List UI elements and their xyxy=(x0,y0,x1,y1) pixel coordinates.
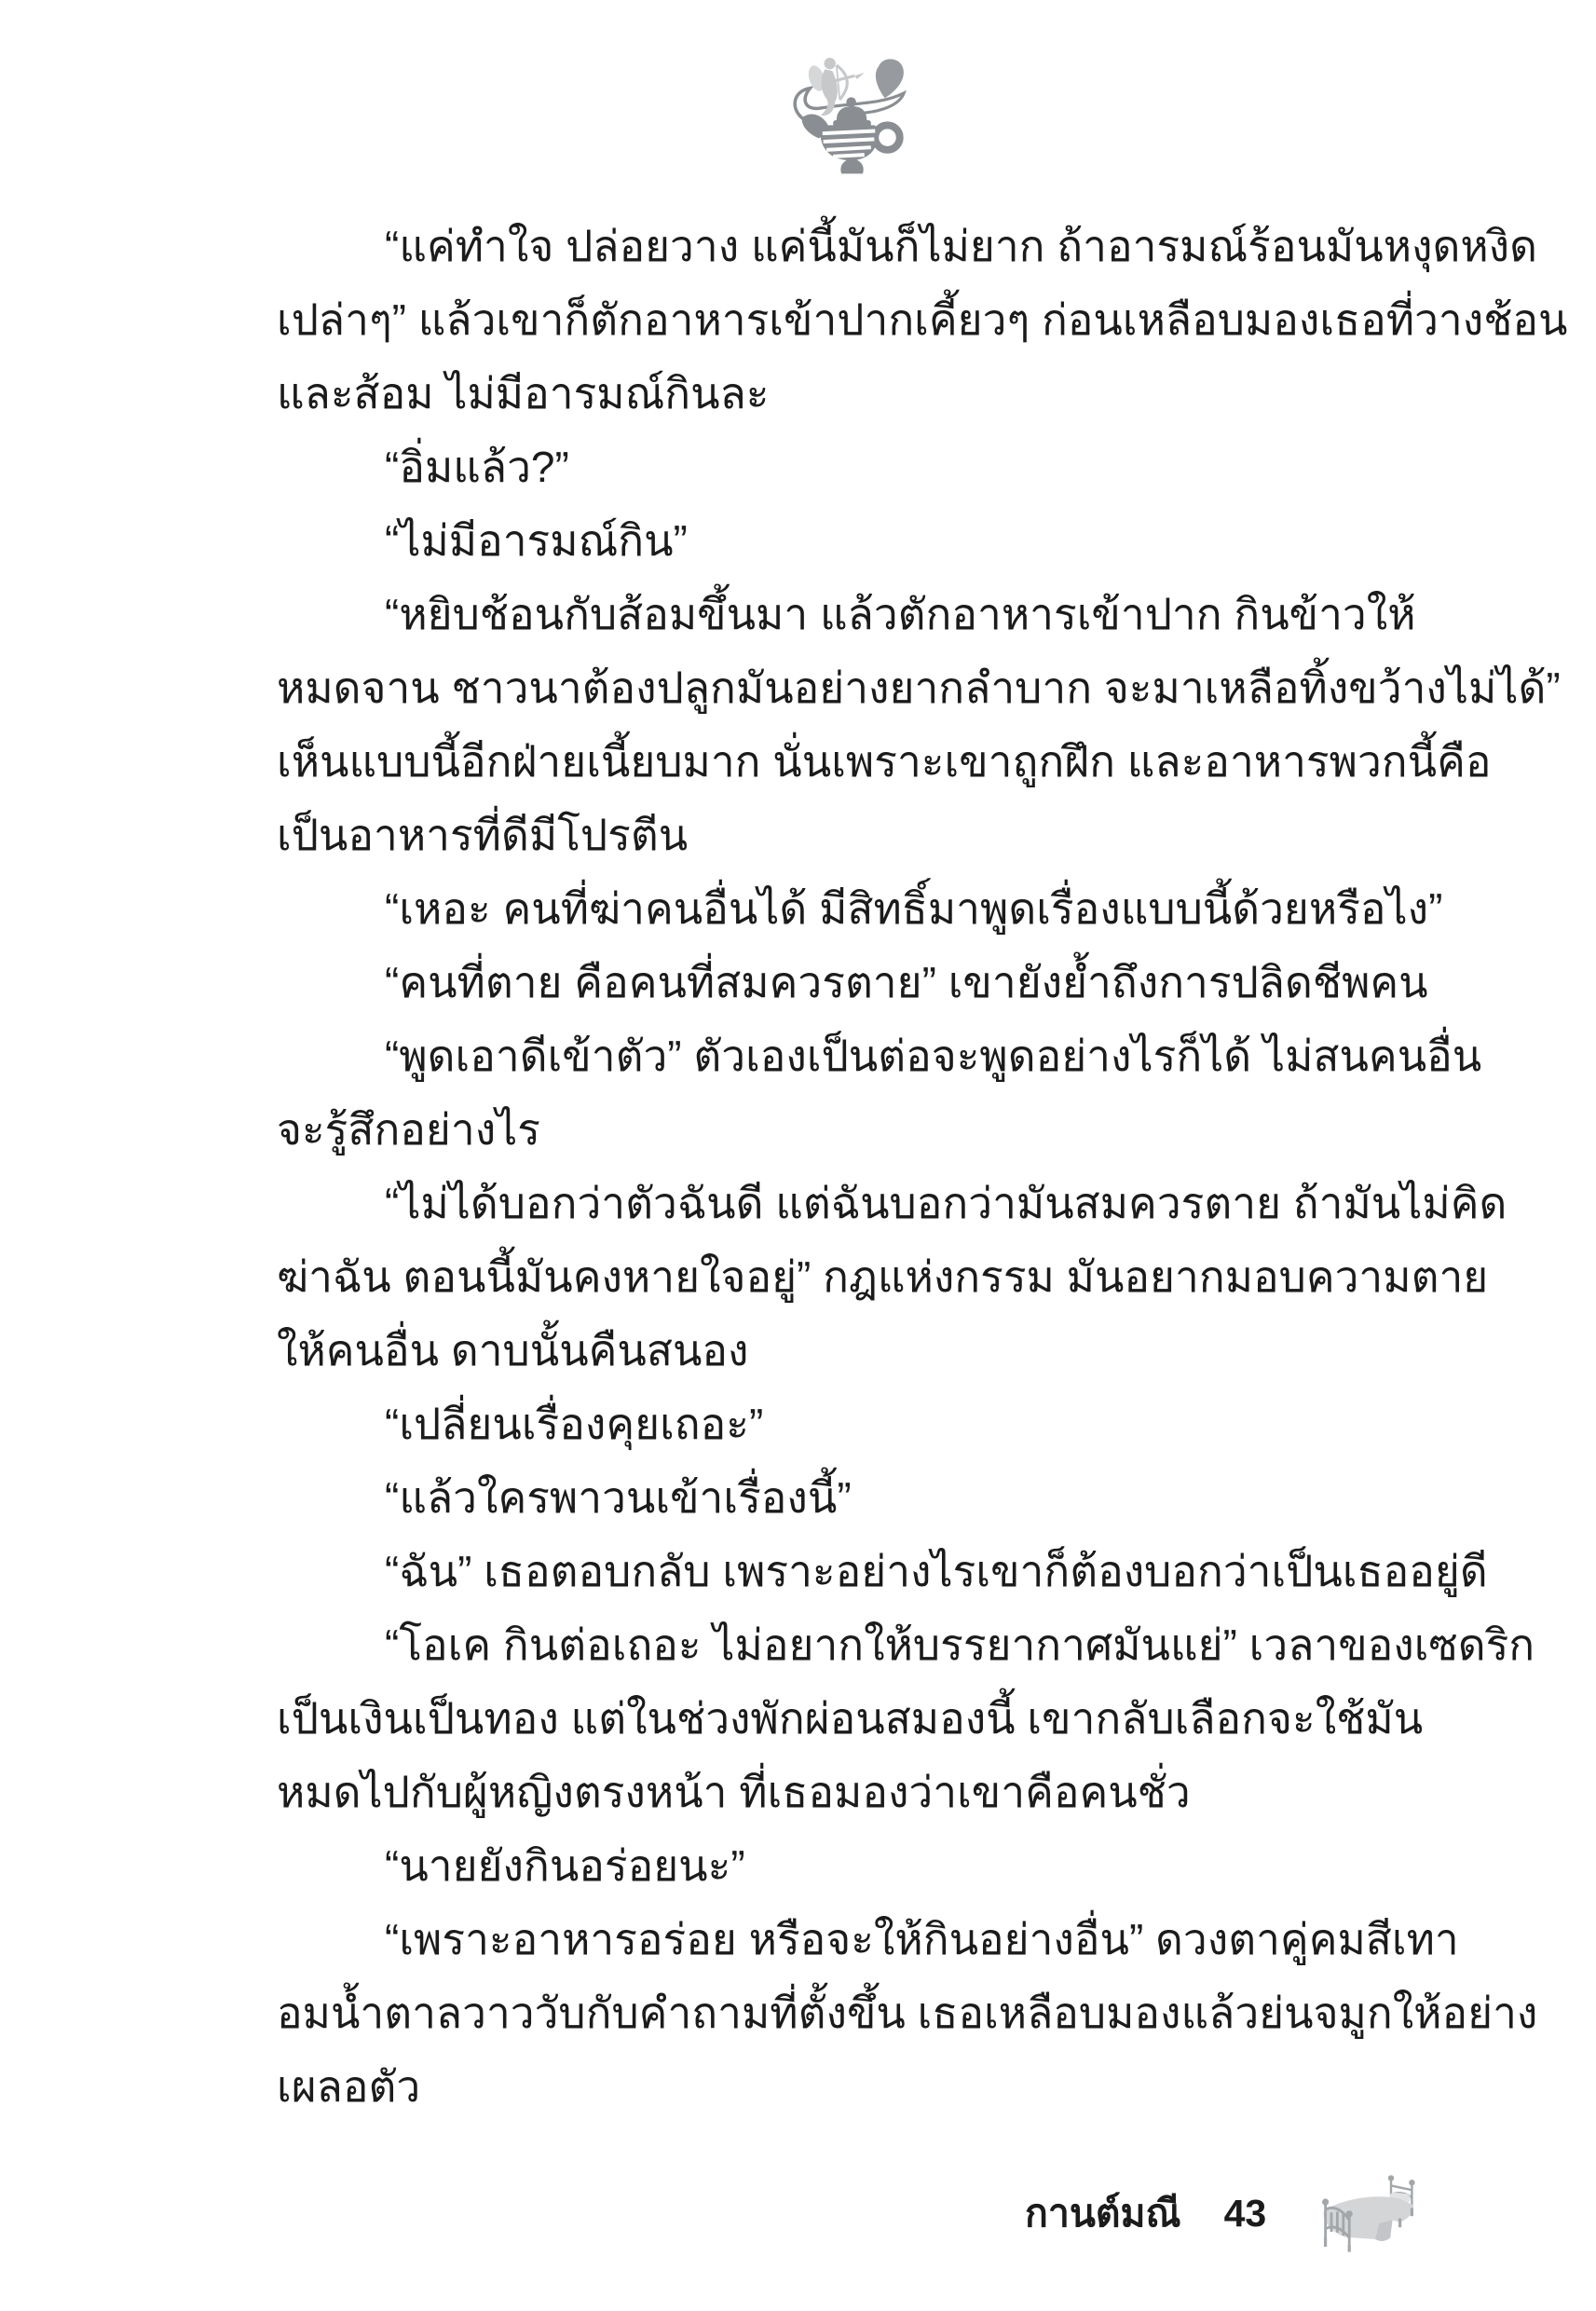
bed-icon xyxy=(1302,2172,1421,2254)
text-line: “คนที่ตาย คือคนที่สมควรตาย” เขายังย้ำถึงการปลิดชีพคน xyxy=(385,958,1428,1006)
text-line: จะรู้สึกอย่างไร xyxy=(277,1105,541,1154)
text-line: “อิ่มแล้ว?” xyxy=(385,443,569,491)
text-line: อมน้ำตาลวาววับกับคำถามที่ตั้งขึ้น เธอเหลือบมองแล้วย่นจมูกให้อย่าง xyxy=(277,1989,1538,2037)
genie-lamp-cupid-ornament-icon xyxy=(779,48,919,179)
text-line: ฆ่าฉัน ตอนนี้มันคงหายใจอยู่” กฎแห่งกรรม มันอยากมอบความตาย xyxy=(277,1252,1489,1301)
text-line: “ฉัน” เธอตอบกลับ เพราะอย่างไรเขาก็ต้องบอกว่าเป็นเธออยู่ดี xyxy=(385,1547,1488,1595)
text-line: “นายยังกินอร่อยนะ” xyxy=(385,1841,745,1890)
page-footer xyxy=(1025,2171,1421,2255)
text-line: หมดไปกับผู้หญิงตรงหน้า ที่เธอมองว่าเขาคือคนชั่ว xyxy=(277,1768,1191,1816)
text-line: “แล้วใครพาวนเข้าเรื่องนี้” xyxy=(385,1473,852,1522)
heart-shape xyxy=(876,59,904,98)
text-line: หมดจาน ชาวนาต้องปลูกมันอย่างยากลำบาก จะมาเหลือทิ้งขว้างไม่ได้” xyxy=(277,663,1561,712)
text-line: “แค่ทำใจ ปล่อยวาง แค่นี้มันก็ไม่ยาก ถ้าอารมณ์ร้อนมันหงุดหงิด xyxy=(385,222,1538,270)
running-title: กานต์มณี xyxy=(1025,2191,1181,2235)
text-line: “เพราะอาหารอร่อย หรือจะให้กินอย่างอื่น” ดวงตาคู่คมสีเทา xyxy=(385,1915,1459,1963)
text-line: เห็นแบบนี้อีกฝ่ายเนี้ยบมาก นั่นเพราะเขาถูกฝึก และอาหารพวกนี้คือ xyxy=(277,737,1492,786)
text-line: “หยิบช้อนกับส้อมขึ้นมา แล้วตักอาหารเข้าปาก กินข้าวให้ xyxy=(385,590,1416,638)
text-line: “เหอะ คนที่ฆ่าคนอื่นได้ มีสิทธิ์มาพูดเรื่องแบบนี้ด้วยหรือไง” xyxy=(385,884,1443,933)
text-line: “เปลี่ยนเรื่องคุยเถอะ” xyxy=(385,1400,764,1448)
page-number: 43 xyxy=(1223,2191,1267,2235)
text-line: เป็นอาหารที่ดีมีโปรตีน xyxy=(277,811,689,859)
text-line: ให้คนอื่น ดาบนั้นคืนสนอง xyxy=(277,1326,749,1374)
body-text xyxy=(277,210,1568,2124)
text-line: เป็นเงินเป็นทอง แต่ในช่วงพักผ่อนสมองนี้ เขากลับเลือกจะใช้มัน xyxy=(277,1694,1424,1743)
text-line: “ไม่ได้บอกว่าตัวฉันดี แต่ฉันบอกว่ามันสมควรตาย ถ้ามันไม่คิด xyxy=(385,1179,1507,1227)
text-line: เปล่าๆ” แล้วเขาก็ตักอาหารเข้าปากเคี้ยวๆ ก่อนเหลือบมองเธอที่วางช้อน xyxy=(277,295,1568,344)
text-line: และส้อม ไม่มีอารมณ์กินละ xyxy=(277,369,770,417)
text-line: “ไม่มีอารมณ์กิน” xyxy=(385,516,688,565)
text-line: “พูดเอาดีเข้าตัว” ตัวเองเป็นต่อจะพูดอย่างไรก็ได้ ไม่สนคนอื่น xyxy=(385,1032,1482,1080)
text-line: เผลอตัว xyxy=(277,2062,421,2111)
text-line: “โอเค กินต่อเถอะ ไม่อยากให้บรรยากาศมันแย่” เวลาของเซดริก xyxy=(385,1620,1535,1669)
